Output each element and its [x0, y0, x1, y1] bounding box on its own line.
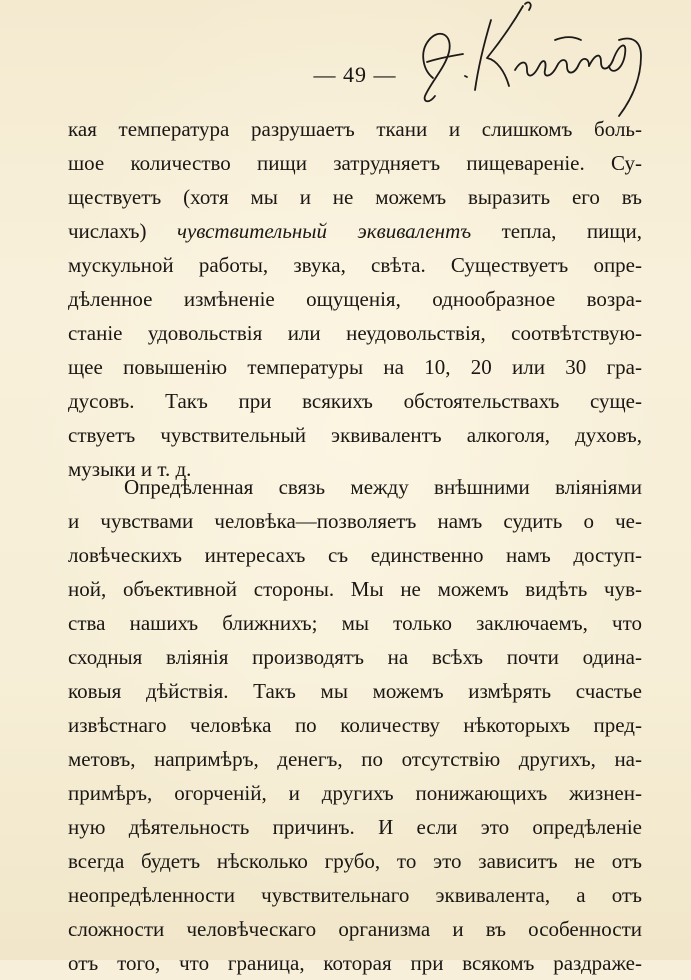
text-line: неопредѣленности чувствительнаго эквивалента, а отъ: [68, 883, 642, 907]
text-line: щее повышенію температуры на 10, 20 или 30 гра-: [68, 355, 642, 379]
handwritten-signature: [405, 0, 655, 120]
text-line: дусовъ. Такъ при всякихъ обстоятельствахъ суще-: [68, 389, 642, 413]
text-line: ковыя дѣйствія. Такъ мы можемъ измѣрять счастье: [68, 679, 642, 703]
text-line: кая температура разрушаетъ ткани и слишкомъ боль-: [68, 117, 642, 141]
italic-term: чувствительный эквивалентъ: [176, 219, 472, 243]
text-line: отъ того, что граница, которая при всякомъ раздраже-: [68, 951, 642, 975]
text-line: ствуетъ чувствительный эквивалентъ алкоголя, духовъ,: [68, 423, 642, 447]
text-line-with-italic: [68, 214, 642, 248]
text-line: и чувствами человѣка—позволяетъ намъ судить о че-: [68, 509, 642, 533]
text-line: ловѣческихъ интересахъ съ единственно намъ доступ-: [68, 543, 642, 567]
text-fragment: тепла, пищи,: [471, 219, 642, 243]
paragraph-2: [68, 470, 642, 980]
text-line: примѣръ, огорченій, и другихъ понижающихъ жизнен-: [68, 781, 642, 805]
text-line: ства нашихъ ближнихъ; мы только заключаемъ, что: [68, 611, 642, 635]
text-line: извѣстнаго человѣка по количеству нѣкоторыхъ пред-: [68, 713, 642, 737]
text-line: сложности человѣческаго организма и въ особенности: [68, 917, 642, 941]
text-line: мускульной работы, звука, свѣта. Существуетъ опре-: [68, 253, 642, 277]
text-line: музыки и т. д.: [68, 457, 192, 481]
text-line: станіе удовольствія или неудовольствія, соотвѣтствую-: [68, 321, 642, 345]
text-line: сходныя вліянія производятъ на всѣхъ почти одина-: [68, 645, 642, 669]
text-line: всегда будетъ нѣсколько грубо, то это зависитъ не отъ: [68, 849, 642, 873]
text-line: ной, объективной стороны. Мы не можемъ видѣть чув-: [68, 577, 642, 601]
text-line: шое количество пищи затрудняетъ пищевареніе. Су-: [68, 151, 642, 175]
paragraph-1: [68, 112, 642, 486]
text-line: ную дѣятельность причинъ. И если это опредѣленіе: [68, 815, 642, 839]
text-line: метовъ, напримѣръ, денегъ, по отсутствію другихъ, на-: [68, 747, 642, 771]
page-number: — 49 —: [313, 62, 397, 87]
text-line: ществуетъ (хотя мы и не можемъ выразить его въ: [68, 185, 642, 209]
text-line: Опредѣленная связь между внѣшними вліяніями: [124, 475, 642, 499]
text-line: дѣленное измѣненіе ощущенія, однообразное возра-: [68, 287, 642, 311]
text-fragment: числахъ): [68, 219, 177, 243]
